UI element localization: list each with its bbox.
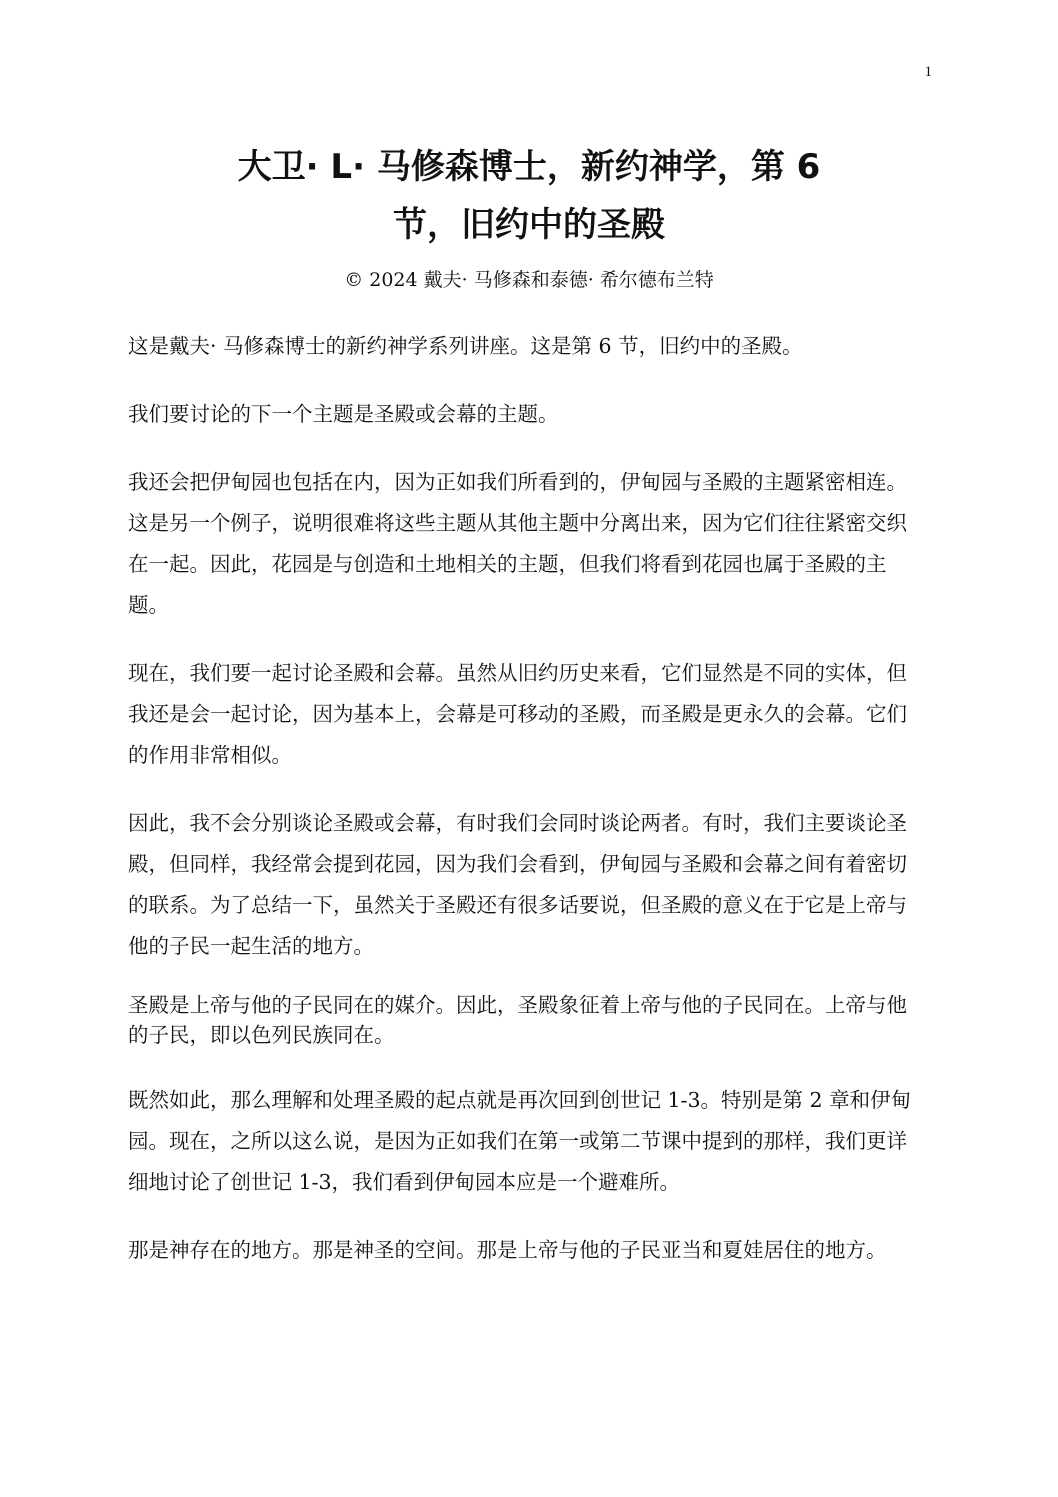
paragraph: 因此，我不会分别谈论圣殿或会幕，有时我们会同时谈论两者。有时，我们主要谈论圣殿，但同样，我经常会提到花园，因为我们会看到，伊甸园与圣殿和会幕之间有着密切的联系。为了总结一下，虽然关于圣殿还有很多话要说，但圣殿的意义在于它是上帝与他的子民一起生活的地方。 — [128, 811, 907, 958]
paragraph: 我还会把伊甸园也包括在内，因为正如我们所看到的，伊甸园与圣殿的主题紧密相连。这是另一个例子，说明很难将这些主题从其他主题中分离出来，因为它们往往紧密交织在一起。因此，花园是与创造和土地相关的主题，但我们将看到花园也属于圣殿的主题。 — [128, 470, 907, 617]
title-line-1: 大卫· L· 马修森博士，新约神学，第 6 — [237, 147, 821, 187]
paragraph: 现在，我们要一起讨论圣殿和会幕。虽然从旧约历史来看，它们显然是不同的实体，但我还是会一起讨论，因为基本上，会幕是可移动的圣殿，而圣殿是更永久的会幕。它们的作用非常相似。 — [128, 661, 907, 767]
document-body — [128, 326, 918, 1298]
title-line-2: 节，旧约中的圣殿 — [393, 205, 665, 245]
paragraph: 圣殿是上帝与他的子民同在的媒介。因此，圣殿象征着上帝与他的子民同在。上帝与他的子民，即以色列民族同在。 — [128, 993, 907, 1047]
copyright-line: © 2024 戴夫· 马修森和泰德· 希尔德布兰特 — [344, 269, 714, 291]
paragraph: 这是戴夫· 马修森博士的新约神学系列讲座。这是第 6 节，旧约中的圣殿。 — [128, 334, 803, 358]
document-title — [128, 138, 930, 254]
page-number: 1 — [924, 64, 932, 80]
paragraph: 既然如此，那么理解和处理圣殿的起点就是再次回到创世记 1-3。特别是第 2 章和伊甸园。现在，之所以这么说，是因为正如我们在第一或第二节课中提到的那样，我们更详细地讨论了创世记 1-3，我们看到伊甸园本应是一个避难所。 — [128, 1088, 912, 1194]
paragraph: 那是神存在的地方。那是神圣的空间。那是上帝与他的子民亚当和夏娃居住的地方。 — [128, 1238, 887, 1262]
paragraph: 我们要讨论的下一个主题是圣殿或会幕的主题。 — [128, 402, 559, 426]
